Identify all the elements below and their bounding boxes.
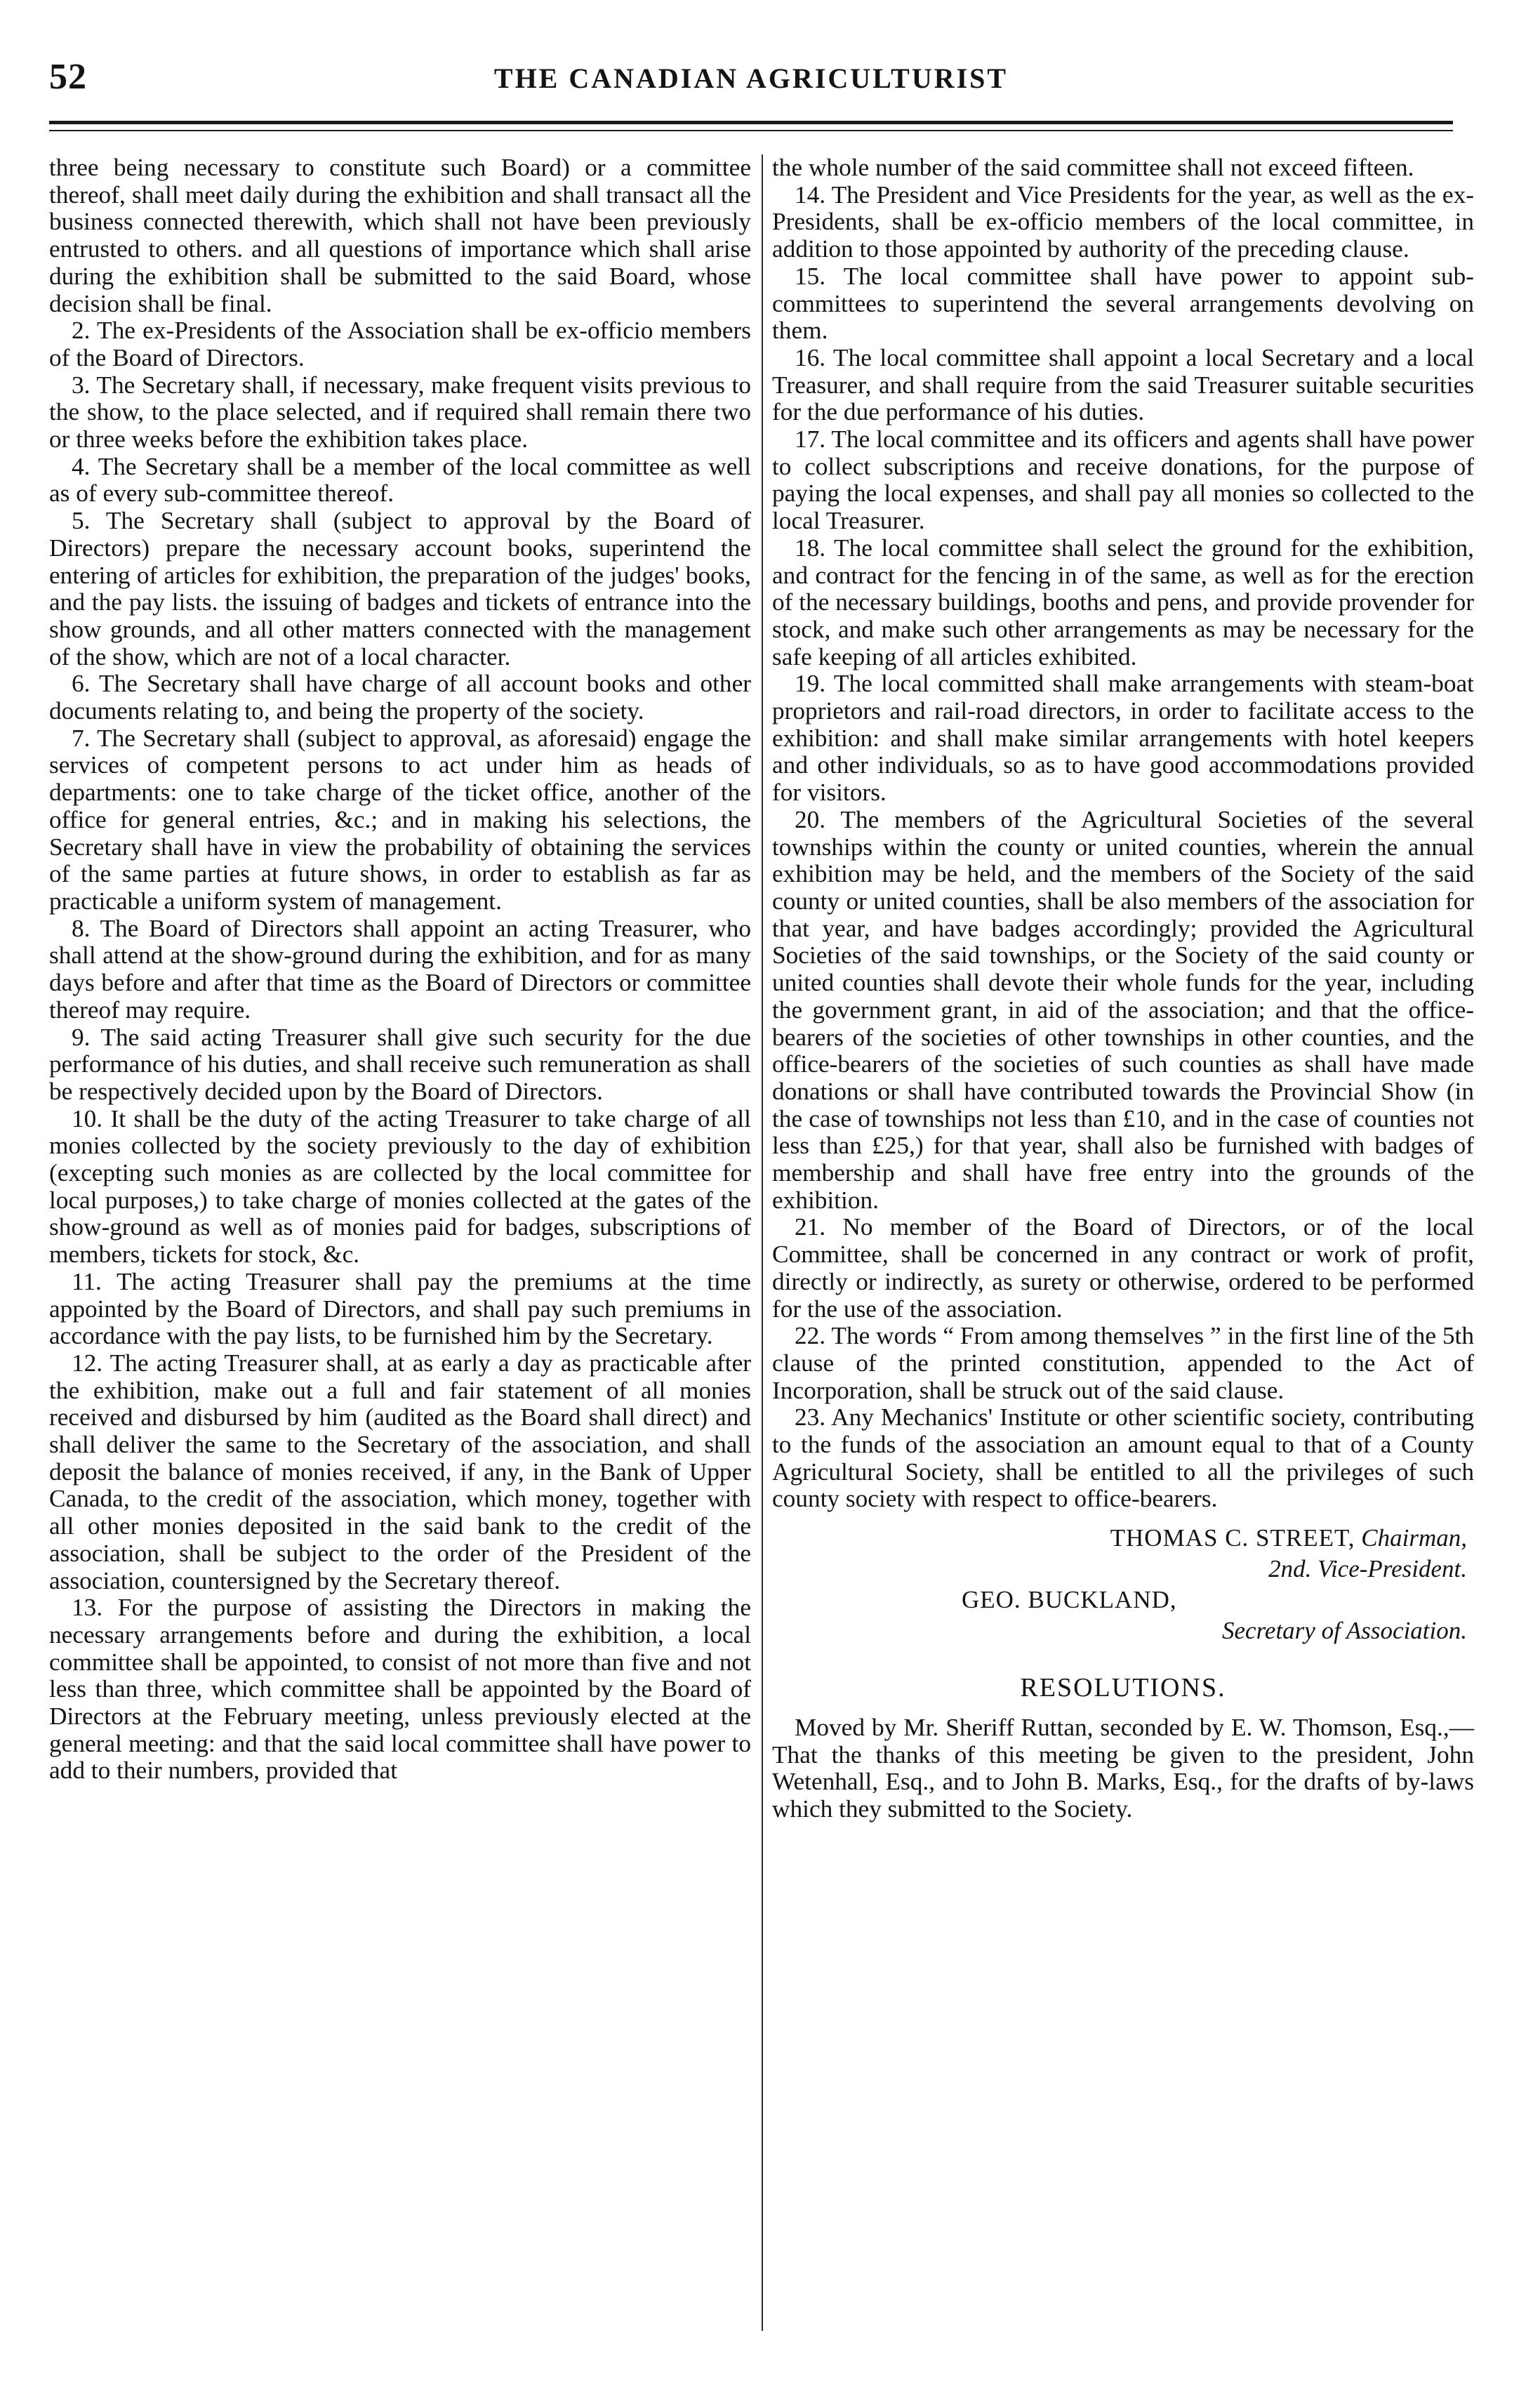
paragraph: 13. For the purpose of assisting the Directors in making the necessary arrangements before and during the exhibition, a local committee shall be appointed, to consist of not more than five and not less than three, which committee shall be appointed by the Board of Directors at the February meeting, unless previously elected at the general meeting: and that the said local committee shall have power to add to their numbers, provided that [49,1594,751,1785]
signatory-role: Chairman, [1361,1524,1467,1552]
page-number: 52 [49,57,87,97]
paragraph: 3. The Secretary shall, if necessary, make frequent visits previous to the show, to the place selected, and if required shall remain there two or three weeks before the exhibition takes place. [49,371,751,454]
paragraph: 5. The Secretary shall (subject to approval by the Board of Directors) prepare the necessary account books, superintend the entering of articles for exhibition, the preparation of the judges' books, and the pay lists. the issuing of badges and tickets of entrance into the show grounds, and all other matters connected with the management of the show, which are not of a local character. [49,507,751,670]
signatory-name: THOMAS C. STREET, [1110,1524,1355,1552]
signatory-name: GEO. BUCKLAND, [962,1586,1177,1614]
paragraph: 21. No member of the Board of Directors, or of the local Committee, shall be concerned in any contract or work of profit, directly or indirectly, as surety or otherwise, ordered to be performed for the use of the association. [772,1213,1474,1323]
signatory-role: Secretary of Association. [1222,1617,1467,1645]
paragraph: 22. The words “ From among themselves ” in the first line of the 5th clause of the printed constitution, appended to the Act of Incorporation, shall be struck out of the said clause. [772,1322,1474,1404]
paragraph: 23. Any Mechanics' Institute or other scientific society, contributing to the funds of the association an amount equal to that of a County Agricultural Society, shall be entitled to all the privileges of such county society with respect to office-bearers. [772,1403,1474,1513]
signatory-role: 2nd. Vice-President. [1268,1555,1467,1583]
header-rule-thin [49,130,1453,131]
paragraph: 12. The acting Treasurer shall, at as early a day as practicable after the exhibition, make out a full and fair statement of all monies received and disbursed by him (audited as the Board shall direct) and shall deliver the same to the Secretary of the association, and shall deposit the balance of monies received, if any, in the Bank of Upper Canada, to the credit of the association, which money, together with all other monies deposited in the said bank to the credit of the association, shall be subject to the order of the President of the association, countersigned by the Secretary thereof. [49,1349,751,1594]
paragraph: 7. The Secretary shall (subject to approval, as aforesaid) engage the services of competent persons to act under him as heads of departments: one to take charge of the ticket office, another of the office for general entries, &c.; and in making his selections, the Secretary shall have in view the probability of obtaining the services of the same parties at future shows, in order to establish as far as practicable a uniform system of management. [49,724,751,915]
paragraph: Moved by Mr. Sheriff Ruttan, seconded by E. W. Thomson, Esq.,—That the thanks of this meeting be given to the president, John Wetenhall, Esq., and to John B. Marks, Esq., for the drafts of by-laws which they submitted to the Society. [772,1713,1474,1823]
paragraph: 15. The local committee shall have power to appoint sub-committees to superintend the several arrangements devolving on them. [772,262,1474,345]
paragraph: three being necessary to constitute such Board) or a committee thereof, shall meet daily during the exhibition and shall transact all the business connected therewith, which shall not have been previously entrusted to others. and all questions of importance which shall arise during the exhibition shall be submitted to the said Board, whose decision shall be final. [49,154,751,317]
right-column [772,154,1474,1823]
running-title: THE CANADIAN AGRICULTURIST [493,62,1009,94]
paragraph: 11. The acting Treasurer shall pay the premiums at the time appointed by the Board of Directors, and shall pay such premiums in accordance with the pay lists, to be furnished him by the Secretary. [49,1267,751,1350]
paragraph: 19. The local committed shall make arrangements with steam-boat proprietors and rail-road directors, in order to facilitate access to the exhibition: and shall make similar arrangements with hotel keepers and other individuals, so as to have good accommodations provided for visitors. [772,670,1474,807]
signature-block [772,1523,1474,1646]
paragraph: 18. The local committee shall select the ground for the exhibition, and contract for the fencing in of the same, as well as for the erection of the necessary buildings, booths and pens, and provide provender for stock, and make such other arrangements as may be necessary for the safe keeping of all articles exhibited. [772,534,1474,670]
paragraph: 10. It shall be the duty of the acting Treasurer to take charge of all monies collected by the society previously to the day of exhibition (excepting such monies as are collected by the local committee for local purposes,) to take charge of monies collected at the gates of the show-ground as well as of monies paid for badges, subscriptions of members, tickets for stock, &c. [49,1104,751,1269]
paragraph: 9. The said acting Treasurer shall give such security for the due performance of his duties, and shall receive such remuneration as shall be respectively decided upon by the Board of Directors. [49,1023,751,1105]
header-rule-thick [49,121,1453,124]
paragraph: 17. The local committee and its officers and agents shall have power to collect subscriptions and receive donations, for the purpose of paying the local expenses, and shall pay all monies so collected to the local Treasurer. [772,425,1474,535]
page-header [49,56,1453,105]
paragraph: 6. The Secretary shall have charge of all account books and other documents relating to, and being the property of the society. [49,670,751,725]
section-heading: RESOLUTIONS. [1020,1673,1226,1703]
paragraph: 20. The members of the Agricultural Societies of the several townships within the county or united counties, wherein the annual exhibition may be held, and the members of the Society of the said county or united counties, shall be also members of the association for that year, and have badges accordingly; provided the Agricultural Societies of the said townships, or the Society of the said county or united counties shall devote their whole funds for the year, including the government grant, in aid of the association; and that the office-bearers of the societies of other townships in other counties, and the office-bearers of the societies of such counties as shall have made donations or shall have contributed towards the Provincial Show (in the case of townships not less than £10, and in the case of counties not less than £25,) for that year, shall also be furnished with badges of membership and shall have free entry into the grounds of the exhibition. [772,805,1474,1214]
paragraph: 8. The Board of Directors shall appoint an acting Treasurer, who shall attend at the show-ground during the exhibition, and for as many days before and after that time as the Board of Directors or committee thereof may require. [49,914,751,1024]
paragraph: the whole number of the said committee shall not exceed fifteen. [772,154,1414,181]
paragraph: 16. The local committee shall appoint a local Secretary and a local Treasurer, and shall require from the said Treasurer suitable securities for the due performance of his duties. [772,343,1474,426]
paragraph: 2. The ex-Presidents of the Association shall be ex-officio members of the Board of Directors. [49,317,751,371]
column-divider [762,154,763,2331]
paragraph: 14. The President and Vice Presidents for the year, as well as the ex-Presidents, shall be ex-officio members of the local committee, in addition to those appointed by authority of the preceding clause. [772,180,1474,263]
paragraph: 4. The Secretary shall be a member of the local committee as well as of every sub-committee thereof. [49,452,751,508]
left-column [49,154,751,1785]
